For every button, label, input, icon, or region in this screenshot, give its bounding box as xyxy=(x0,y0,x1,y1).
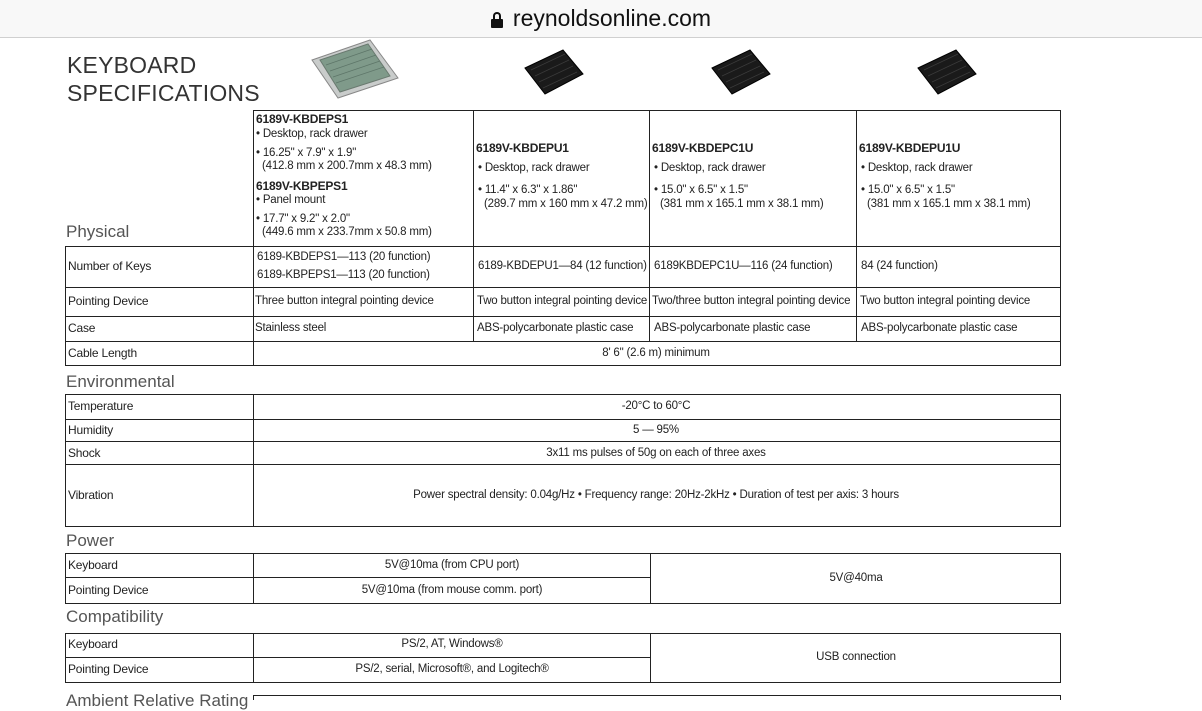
model-dims: • 17.7" x 9.2" x 2.0" xyxy=(256,213,350,225)
section-partial: Ambient Relative Rating xyxy=(66,691,249,710)
lock-icon xyxy=(491,12,503,28)
section-physical: Physical xyxy=(66,222,130,241)
model-type: • Desktop, rack drawer xyxy=(478,162,590,174)
row-label-compat-keyboard: Keyboard xyxy=(68,637,118,651)
model-name: 6189V-KBDEPU1U xyxy=(859,141,961,155)
keyboard-image-black-1 xyxy=(523,48,585,96)
row-label-compat-pointing: Pointing Device xyxy=(68,662,149,676)
cell-pointing: Two/three button integral pointing device xyxy=(652,295,851,307)
row-label-keys: Number of Keys xyxy=(68,259,152,273)
url-text: reynoldsonline.com xyxy=(512,5,712,31)
cell-compat-pointing: PS/2, serial, Microsoft®, and Logitech® xyxy=(355,663,549,675)
model-type: • Desktop, rack drawer xyxy=(256,128,368,140)
cell-keys: 6189-KBPEPS1—113 (20 function) xyxy=(257,269,430,281)
model-dims: • 11.4" x 6.3" x 1.86" xyxy=(478,184,578,196)
cell-case: ABS-polycarbonate plastic case xyxy=(654,322,811,334)
keyboard-image-black-3 xyxy=(916,48,978,96)
row-label-power-pointing: Pointing Device xyxy=(68,583,149,597)
model-type: • Desktop, rack drawer xyxy=(861,162,973,174)
model-name: 6189V-KBDEPU1 xyxy=(476,141,569,155)
keyboard-image-black-2 xyxy=(710,48,772,96)
cell-compat-usb: USB connection xyxy=(816,651,896,663)
model-dims-mm: (449.6 mm x 233.7mm x 50.8 mm) xyxy=(262,226,432,238)
cell-case: ABS-polycarbonate plastic case xyxy=(861,322,1018,334)
cell-keys: 84 (24 function) xyxy=(861,260,938,272)
cell-power-usb: 5V@40ma xyxy=(829,572,883,584)
model-type: • Desktop, rack drawer xyxy=(654,162,766,174)
model-dims: • 15.0" x 6.5" x 1.5" xyxy=(654,184,748,196)
title-line-1: KEYBOARD xyxy=(67,52,197,78)
row-label-pointing: Pointing Device xyxy=(68,294,149,308)
model-dims-mm: (289.7 mm x 160 mm x 47.2 mm) xyxy=(484,198,648,210)
environmental-table xyxy=(65,394,1061,527)
next-table-partial xyxy=(253,695,1061,700)
model-dims: • 16.25" x 7.9" x 1.9" xyxy=(256,147,357,159)
model-name: 6189V-KBDEPS1 xyxy=(256,112,349,126)
cell-cable: 8' 6" (2.6 m) minimum xyxy=(602,347,710,359)
row-label-vibration: Vibration xyxy=(68,488,114,502)
model-dims-mm: (412.8 mm x 200.7mm x 48.3 mm) xyxy=(262,160,432,172)
model-type: • Panel mount xyxy=(256,194,326,206)
row-label-humidity: Humidity xyxy=(68,423,114,437)
section-compatibility: Compatibility xyxy=(66,607,164,626)
model-dims-mm: (381 mm x 165.1 mm x 38.1 mm) xyxy=(660,198,824,210)
row-label-power-keyboard: Keyboard xyxy=(68,558,118,572)
row-label-case: Case xyxy=(68,321,96,335)
cell-case: Stainless steel xyxy=(255,322,327,334)
power-table xyxy=(65,553,1061,604)
cell-pointing: Three button integral pointing device xyxy=(255,295,434,307)
model-name: 6189V-KBPEPS1 xyxy=(256,179,348,193)
cell-temperature: -20°C to 60°C xyxy=(621,400,691,412)
row-label-temperature: Temperature xyxy=(68,399,134,413)
cell-keys: 6189-KBDEPS1—113 (20 function) xyxy=(257,251,431,263)
cell-keys: 6189KBDEPC1U—116 (24 function) xyxy=(654,260,833,272)
title-line-2: SPECIFICATIONS xyxy=(67,80,260,106)
cell-vibration: Power spectral density: 0.04g/Hz • Frequency range: 20Hz-2kHz • Duration of test per axis: 3 hours xyxy=(413,489,899,501)
browser-address-bar[interactable] xyxy=(0,0,1202,38)
cell-shock: 3x11 ms pulses of 50g on each of three axes xyxy=(546,447,766,459)
cell-pointing: Two button integral pointing device xyxy=(477,295,648,307)
keyboard-image-steel xyxy=(308,38,400,100)
section-environmental: Environmental xyxy=(66,372,175,391)
cell-keys: 6189-KBDEPU1—84 (12 function) xyxy=(478,260,647,272)
cell-humidity: 5 — 95% xyxy=(633,424,679,436)
cell-power-pointing: 5V@10ma (from mouse comm. port) xyxy=(361,584,543,596)
model-dims: • 15.0" x 6.5" x 1.5" xyxy=(861,184,955,196)
compatibility-table xyxy=(65,633,1061,683)
cell-compat-keyboard: PS/2, AT, Windows® xyxy=(401,638,503,650)
cell-pointing: Two button integral pointing device xyxy=(860,295,1031,307)
page-title xyxy=(67,51,260,107)
section-power: Power xyxy=(66,531,115,550)
model-name: 6189V-KBDEPC1U xyxy=(652,141,754,155)
cell-power-keyboard: 5V@10ma (from CPU port) xyxy=(384,559,520,571)
model-dims-mm: (381 mm x 165.1 mm x 38.1 mm) xyxy=(867,198,1031,210)
row-label-shock: Shock xyxy=(68,446,101,460)
row-label-cable: Cable Length xyxy=(68,346,137,360)
cell-case: ABS-polycarbonate plastic case xyxy=(477,322,634,334)
